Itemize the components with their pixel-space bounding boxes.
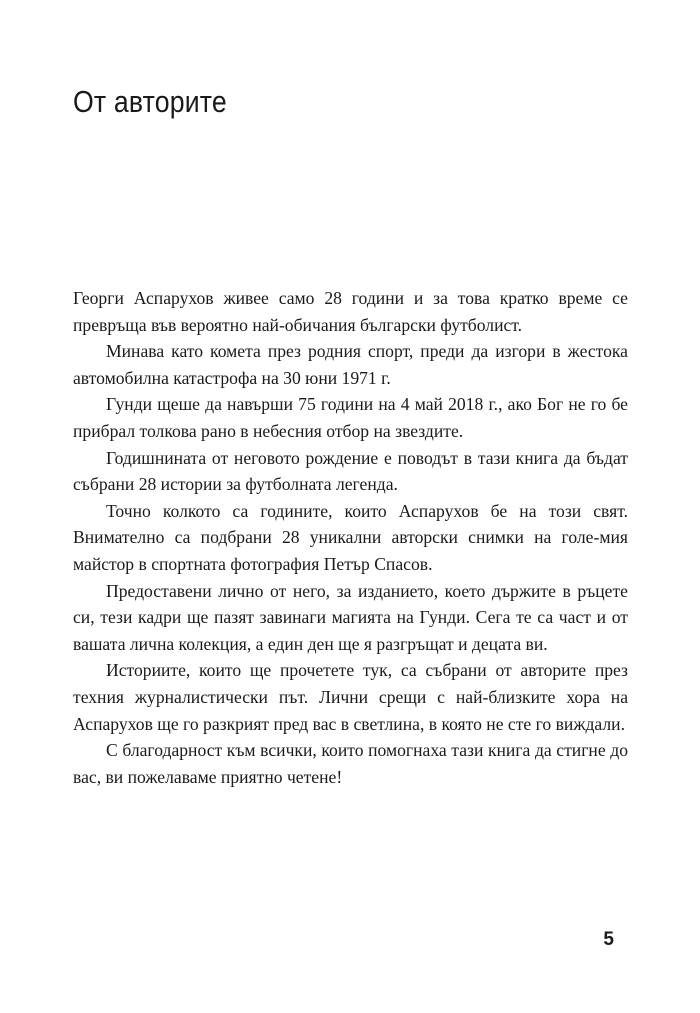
paragraph: Точно колкото са годините, които Аспарухов бе на този свят. Внимателно са подбрани 28 уникални авторски снимки на голе-мия майстор в спортната фотография Петър Спасов.	[73, 500, 628, 574]
paragraph: Предоставени лично от него, за изданието, което държите в ръцете си, тези кадри ще пазят завинаги магията на Гунди. Сега те са част и от вашата лична колекция, а един ден ще я разгръщат и децата ви.	[73, 580, 628, 654]
paragraph: С благодарност към всички, които помогнаха тази книга да стигне до вас, ви пожелаваме приятно четене!	[73, 740, 628, 787]
body-text	[73, 285, 628, 790]
paragraph: Гунди щеше да навърши 75 години на 4 май 2018 г., ако Бог не го бе прибрал толкова рано в небесния отбор на звездите.	[73, 394, 628, 441]
paragraph: Годишнината от неговото рождение е поводът в тази книга да бъдат събрани 28 истории за футболната легенда.	[73, 447, 628, 495]
paragraph: Историите, които ще прочетете тук, са събрани от авторите през техния журналистически път. Лични срещи с най-близките хора на Аспарухов ще го разкрият пред вас в светлина, в която не сте го виждали.	[73, 660, 628, 734]
chapter-heading: От авторите	[73, 84, 227, 119]
page-number: 5	[603, 929, 614, 950]
paragraph: Георги Аспарухов живее само 28 години и за това кратко време се превръща във вероятно най-обичания български футболист.	[73, 288, 628, 335]
paragraph: Минава като комета през родния спорт, преди да изгори в жестока автомобилна катастрофа на 30 юни 1971 г.	[73, 341, 628, 388]
